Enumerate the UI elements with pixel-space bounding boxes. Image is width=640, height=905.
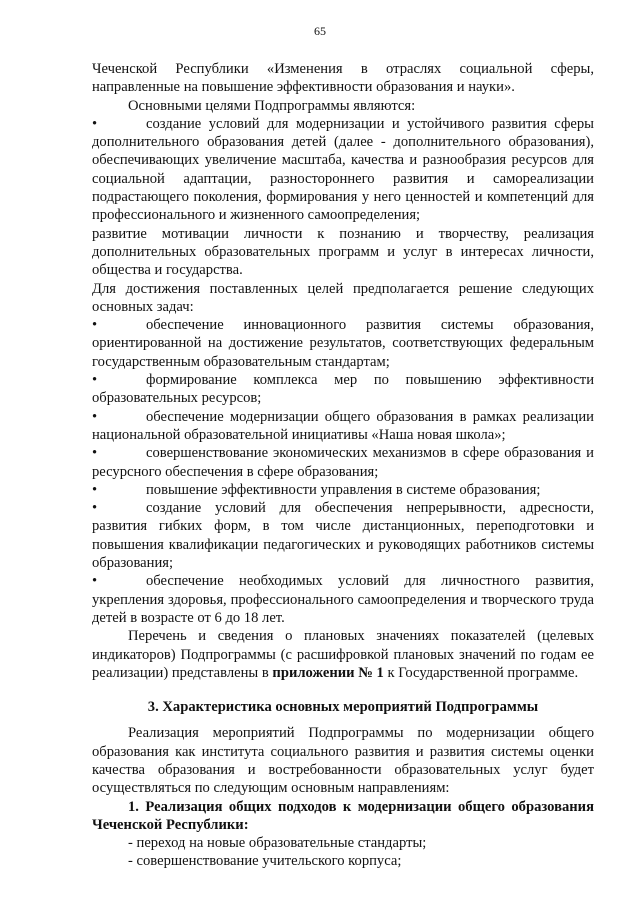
goal-item: • создание условий для модернизации и устойчивого развития сферы дополнительного образования детей (далее - дополнительного образования), обеспечивающих увеличение масштаба, качества и разнообразия ресурсов для социальной адаптации, разностороннего развития и самореализации подрастающего поколения, формирования у него ценностей и компетенций для профессионального и жизненного самоопределения; (92, 115, 594, 225)
task-item: • обеспечение модернизации общего образования в рамках реализации национальной образовательной инициативы «Наша новая школа»; (92, 408, 594, 445)
page-number: 65 (314, 24, 326, 38)
task-item: • обеспечение инновационного развития системы образования, ориентированной на достижение результатов, соответствующих федеральным государственным образовательным стандартам; (92, 316, 594, 371)
task-item: • повышение эффективности управления в системе образования; (92, 481, 594, 499)
indicators-text-start: Перечень и сведения о плановых значениях показателей (целевых индикаторов) Подпрограммы (с расшифровкой плановых значений по годам ее реализации) представлены в (92, 628, 594, 681)
dash-list-item: - переход на новые образовательные стандарты; (128, 835, 427, 852)
section-title: 3. Характеристика основных мероприятий Подпрограммы (147, 699, 539, 716)
dash-list-item: - совершенствование учительского корпуса; (128, 853, 402, 870)
paragraph-tasks-heading: Для достижения поставленных целей предполагается решение следующих основных задач: (92, 280, 594, 315)
task-item: • обеспечение необходимых условий для личностного развития, укрепления здоровья, профессионального самоопределения и творческого труда детей в возрасте от 6 до 18 лет. (92, 572, 594, 627)
task-item: • создание условий для обеспечения непрерывности, адресности, развития гибких форм, в том числе дистанционных, переподготовки и повышения квалификации педагогических и руководящих работников системы образования; (92, 499, 594, 572)
task-item: • совершенствование экономических механизмов в сфере образования и ресурсного обеспечения в сфере образования; (92, 444, 594, 481)
direction-heading: 1. Реализация общих подходов к модернизации общего образования Чеченской Республики: (92, 798, 594, 833)
paragraph-goals-heading: Основными целями Подпрограммы являются: (128, 97, 416, 114)
indicators-text-end: к Государственной программе. (383, 664, 579, 681)
page-content (92, 60, 594, 871)
task-item: • формирование комплекса мер по повышению эффективности образовательных ресурсов; (92, 371, 594, 408)
paragraph-implementation: Реализация мероприятий Подпрограммы по модернизации общего образования как института социального развития и развития системы оценки качества образования и востребованности образовательных услуг будет осуществляться по следующим основным направлениям: (92, 725, 594, 797)
appendix-reference: приложении № 1 (272, 664, 384, 681)
paragraph-intro: Чеченской Республики «Изменения в отраслях социальной сферы, направленные на повышение эффективности образования и науки». (92, 61, 594, 96)
paragraph-indicators (92, 627, 594, 682)
paragraph-motivation: развитие мотивации личности к познанию и творчеству, реализация дополнительных образовательных программ и услуг в интересах личности, общества и государства. (92, 225, 594, 279)
